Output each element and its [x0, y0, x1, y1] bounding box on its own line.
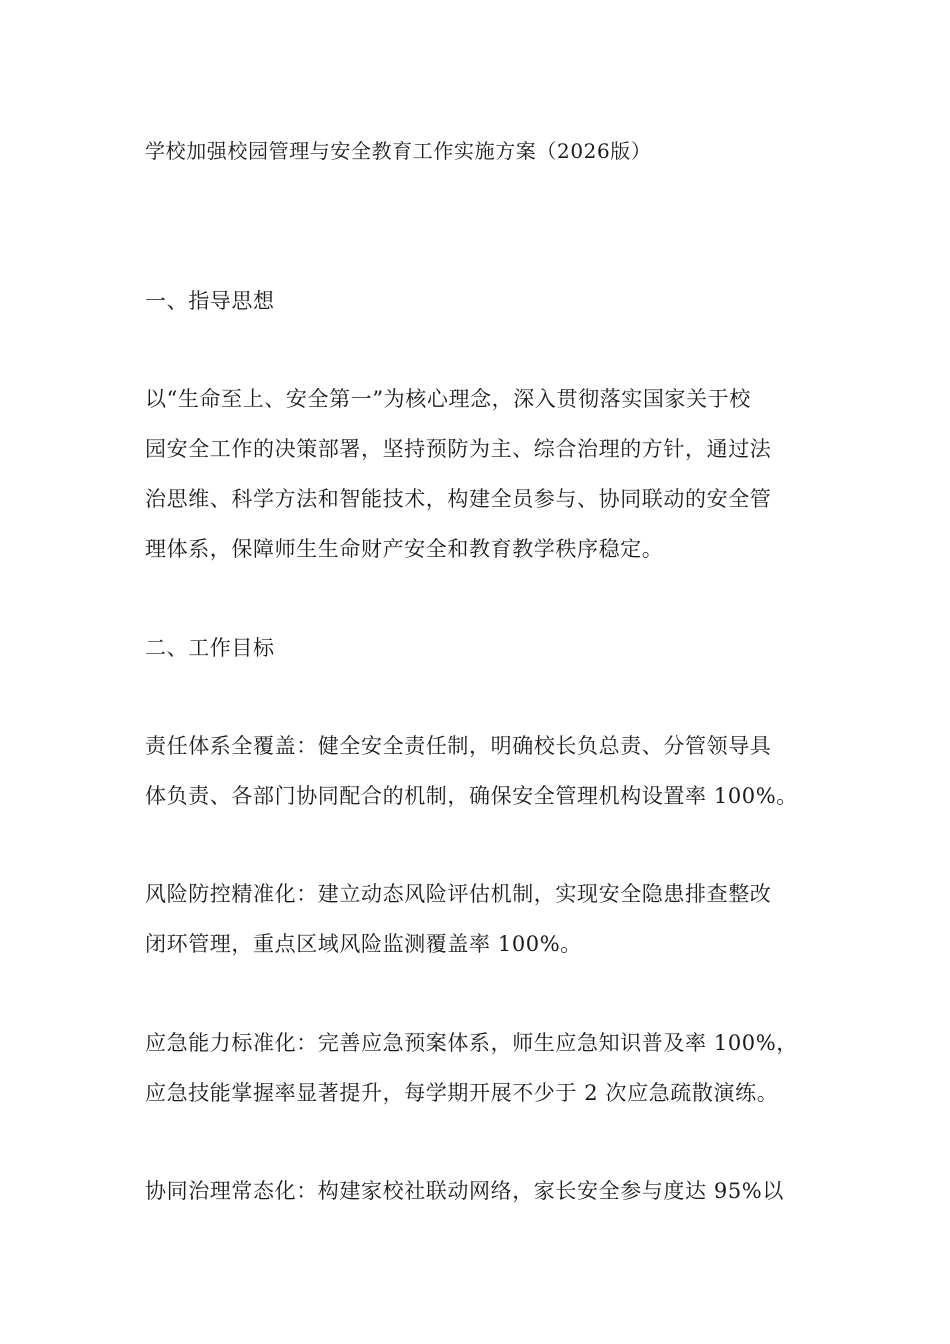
document-title: 学校加强校园管理与安全教育工作实施方案（2026版）	[145, 139, 652, 163]
paragraph-line: 应急能力标准化：完善应急预案体系，师生应急知识普及率 100%，	[145, 1031, 798, 1055]
paragraph-line: 以“生命至上、安全第一”为核心理念，深入贯彻落实国家关于校	[145, 387, 751, 411]
paragraph-line: 园安全工作的决策部署，坚持预防为主、综合治理的方针，通过法	[145, 437, 772, 461]
paragraph-line: 责任体系全覆盖：健全安全责任制，明确校长负总责、分管领导具	[145, 734, 772, 758]
paragraph-line: 风险防控精准化：建立动态风险评估机制，实现安全隐患排查整改	[145, 882, 772, 906]
section-heading-guiding-ideology: 一、指导思想	[145, 289, 275, 313]
paragraph-line: 闭环管理，重点区域风险监测覆盖率 100%。	[145, 932, 582, 956]
paragraph-line: 理体系，保障师生生命财产安全和教育教学秩序稳定。	[145, 537, 664, 561]
paragraph-line: 应急技能掌握率显著提升，每学期开展不少于 2 次应急疏散演练。	[145, 1081, 779, 1105]
paragraph-line: 体负责、各部门协同配合的机制，确保安全管理机构设置率 100%。	[145, 784, 798, 808]
section-heading-work-goals: 二、工作目标	[145, 636, 275, 660]
paragraph-line: 治思维、科学方法和智能技术，构建全员参与、协同联动的安全管	[145, 487, 772, 511]
paragraph-line: 协同治理常态化：构建家校社联动网络，家长安全参与度达 95%以	[145, 1179, 784, 1203]
